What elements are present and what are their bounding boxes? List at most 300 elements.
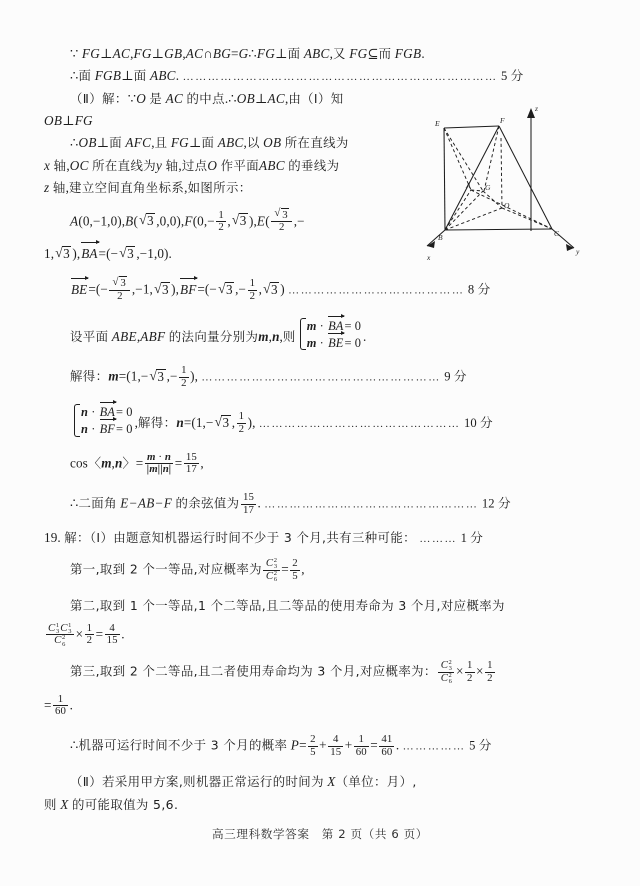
p18-coords-line1 — [44, 208, 596, 234]
cn-shi: 是 — [149, 91, 163, 107]
axis-z-label: z — [535, 104, 538, 113]
total-t1-top: 2 — [310, 732, 316, 745]
leader-dots-7: …………… — [402, 740, 466, 753]
p19-header — [44, 528, 596, 548]
frac-cos — [145, 452, 174, 476]
cn-ze-1: 则 — [282, 328, 296, 344]
case3-res-top: 1 — [57, 692, 64, 705]
seg-ABC-1: ABC — [303, 46, 330, 61]
sqrt-BF-1 — [218, 280, 234, 299]
frac-total-result — [379, 734, 394, 758]
cn-yi: 以 — [246, 135, 260, 151]
case2-res-bot: 15 — [106, 634, 118, 647]
sys-n1: n — [81, 404, 88, 419]
frac-BE-bot: 2 — [109, 290, 130, 303]
leader-dots-4: ………………………………………… — [258, 417, 461, 430]
cn-de-1: 的 — [186, 91, 200, 107]
perp-1: ⊥ — [100, 46, 113, 61]
normal-n-1: n — [272, 328, 280, 344]
cn-mian-3: 面 — [133, 68, 147, 84]
point-F-label: F — [184, 213, 193, 229]
seg-ABC-4: ABC — [259, 157, 285, 173]
cos-result-bot: 17 — [185, 463, 197, 476]
axis-z-text: z — [44, 179, 50, 195]
seg-AC-4: AC — [267, 91, 285, 107]
figure-label-F: F — [500, 116, 505, 125]
colon-5: ： — [77, 530, 90, 546]
angle-close: 〉 — [122, 455, 136, 471]
sys-vector-BA-text: BA — [328, 318, 344, 333]
part-1-marker: （Ⅰ） — [301, 91, 331, 107]
p18-coords-line2 — [44, 243, 596, 263]
seg-FG-5: FG — [74, 113, 93, 129]
cos-eq-2: = — [174, 455, 183, 471]
C62-sub: 6 — [273, 576, 278, 584]
frac-n — [237, 411, 247, 435]
frac-BF-top: 1 — [249, 277, 256, 290]
p19-part-1-marker: （Ⅰ） — [89, 530, 114, 546]
plane-ABF: ABF — [140, 328, 166, 344]
case2-comb-bot — [46, 634, 75, 647]
cn-rutu: 如图所示 — [187, 179, 239, 195]
system-m-row1 — [307, 317, 361, 334]
seg-FG-3: FG — [256, 46, 276, 61]
n-mid: , — [231, 414, 236, 430]
BE-mid: ,−1, — [131, 281, 153, 297]
sys-vector-BE — [328, 334, 343, 351]
seg-G: G — [238, 46, 249, 61]
sep-4: . — [224, 91, 229, 107]
seg-FG-6: FG — [170, 135, 190, 151]
C32-2-sub: 3 — [448, 665, 452, 673]
sys-n2: n — [81, 422, 88, 437]
p19-part-2-marker: （Ⅱ） — [70, 774, 103, 790]
figure-label-C: C — [554, 229, 560, 238]
sys-m2: m — [306, 336, 317, 351]
answer-body — [44, 44, 596, 818]
frac-BF-bot: 2 — [249, 289, 256, 302]
figure-label-A: A — [466, 181, 471, 190]
case3-comb-bot — [438, 672, 454, 685]
sep-6: , — [151, 135, 155, 151]
seg-OB-4: OB — [263, 135, 282, 151]
total-t1-bot: 5 — [310, 745, 316, 758]
sep-17: , — [175, 281, 180, 297]
frac-m-top: 1 — [181, 364, 187, 377]
frac-case2 — [46, 623, 75, 647]
vector-BE — [71, 279, 87, 299]
frac-total-1 — [308, 734, 318, 758]
system-m-row2 — [307, 334, 361, 351]
C62-3-sup: 2 — [448, 671, 452, 679]
end-2: . — [175, 68, 180, 84]
part2-body-3: 的可能取值为 5,6. — [71, 797, 179, 813]
therefore-2: ∴ — [70, 68, 79, 84]
frac-total-3 — [354, 734, 369, 758]
p18-line2 — [44, 66, 596, 86]
BA-end: . — [168, 246, 172, 262]
cn-jiede-1: 解得 — [70, 368, 96, 384]
random-variable-X-1: X — [327, 774, 336, 790]
p19-case2-formula — [44, 623, 596, 647]
sqrt-E-rad: 3 — [282, 208, 288, 221]
C32-sub: 3 — [273, 563, 278, 571]
cos-end: , — [200, 455, 204, 471]
point-F-open: (0,− — [192, 213, 215, 229]
cn-mian-4: 面 — [109, 135, 122, 151]
system-n-row2 — [81, 420, 133, 437]
sqrt-BE-2 — [154, 280, 170, 299]
seg-AC-2: AC — [185, 46, 204, 61]
therefore-4: ∴ — [70, 135, 79, 151]
sys-vector-BF-2 — [100, 420, 115, 437]
sep-19: , — [268, 328, 273, 344]
C62-sup: 2 — [273, 569, 278, 577]
n-open: (1,− — [191, 414, 214, 430]
seg-FG-2: FG — [133, 46, 152, 61]
conclusion-bot: 17 — [242, 503, 254, 516]
sys-dot-1: · — [319, 318, 324, 333]
eq-1: = — [231, 46, 239, 61]
case1-res-bot: 5 — [292, 569, 298, 582]
frac-case1-result — [290, 558, 300, 582]
sys-dot-4: · — [91, 422, 96, 437]
total-plus-1: + — [319, 737, 327, 753]
case3-eq: = — [44, 697, 52, 712]
cn-suozai-1: 所在直线为 — [284, 135, 349, 151]
score-marker-1: 1 分 — [460, 531, 483, 546]
p18-solve-m — [44, 365, 596, 389]
m-close: ) — [190, 368, 195, 384]
score-marker-5b: 5 分 — [469, 738, 492, 753]
sep-1: , — [130, 46, 134, 61]
p18-line4 — [44, 111, 596, 130]
sqrt-m-rad: 3 — [157, 368, 165, 384]
sep-16: , — [76, 246, 81, 262]
total-t2-bot: 15 — [330, 745, 342, 758]
p19-header-body: 由题意知机器运行时间不少于 3 个月,共有三种可能： — [113, 530, 416, 546]
seg-FGB-2: FGB — [94, 68, 122, 84]
case3-res-bot: 60 — [55, 705, 67, 718]
sqrt-BE-2-rad: 3 — [161, 281, 169, 297]
case2-res-top: 4 — [109, 621, 115, 634]
sqrt-coord2-rad: 3 — [63, 246, 70, 262]
BE-open: (− — [95, 281, 108, 297]
frac-F-bot: 2 — [218, 221, 224, 234]
page-footer: 高三理科数学答案 第 2 页（共 6 页） — [211, 827, 428, 841]
seg-AFC: AFC — [125, 135, 152, 151]
point-A-label: A — [70, 213, 79, 229]
seg-BG: BG — [212, 46, 232, 61]
frac-E-bot: 2 — [271, 221, 292, 234]
frac-case1 — [263, 558, 279, 582]
frac-cos-result — [184, 452, 199, 476]
vector-BF-text: BF — [180, 281, 197, 297]
point-E-label: E — [256, 213, 266, 229]
sep-3: , — [329, 46, 334, 61]
frac-m-bot: 2 — [181, 377, 187, 390]
m-open: (1,− — [126, 368, 149, 384]
combination-C31-b: $C^1_3$ — [60, 621, 72, 635]
BE-close: ) — [171, 281, 176, 297]
axis-x-label: x — [427, 253, 431, 262]
score-marker-10: 10 分 — [463, 415, 493, 430]
case2-half-bot: 2 — [86, 634, 93, 647]
frac-n-top: 1 — [238, 410, 245, 423]
sqrt-BF-1-rad: 3 — [225, 281, 233, 297]
case3-label: 第三,取到 2 个二等品,且二者使用寿命均为 3 个月,对应概率为： — [70, 663, 437, 679]
sep-5: , — [284, 91, 289, 107]
total-eq-2: = — [370, 737, 378, 753]
cn-er: 而 — [378, 46, 392, 61]
sqrt-B-rad: 3 — [147, 213, 154, 229]
vector-BA-text: BA — [81, 246, 98, 262]
coord2-val1: 1 — [44, 246, 51, 262]
therefore-5: ∴ — [70, 495, 79, 511]
axis-y-label: y — [576, 247, 580, 256]
total-end: . — [395, 737, 400, 753]
perp-8: ⊥ — [189, 135, 202, 151]
cos-n: n — [114, 455, 123, 471]
BF-mid: ,− — [235, 281, 247, 297]
end-1: . — [421, 46, 425, 61]
therefore-3: ∴ — [228, 91, 237, 107]
p19-case2-label — [44, 596, 596, 615]
sqrt-BA-rad: 3 — [127, 246, 134, 262]
p19-case1 — [44, 558, 596, 582]
sqrt-BF-2-rad: 3 — [271, 281, 278, 297]
case2-half-top: 1 — [86, 621, 93, 634]
case2-comb-top — [46, 623, 75, 635]
cn-de-cos: 的余弦值为 — [175, 495, 240, 511]
case2-label: 第二,取到 1 个一等品,1 个二等品,且二等品的使用寿命为 3 个月,对应概率为 — [70, 597, 505, 613]
cn-zhou-1: 轴 — [53, 157, 67, 173]
frac-E-top — [271, 208, 292, 222]
p18-vector-line — [44, 276, 596, 302]
normal-m-2: m — [108, 368, 119, 384]
BF-close: ) — [280, 281, 285, 297]
p18-line1 — [44, 44, 596, 63]
point-E-open: ( — [265, 213, 270, 229]
sep-11: , — [184, 179, 188, 195]
leader-dots-2: …………………………………… — [288, 284, 465, 297]
eq-BA: = — [98, 246, 107, 262]
sep-12: , — [121, 213, 126, 229]
frac-n-bot: 2 — [238, 422, 245, 435]
eq-m: = — [118, 368, 127, 384]
sep-14: , — [253, 213, 257, 229]
combination-C32: $C^2_3$ — [265, 557, 278, 571]
normal-m-1: m — [258, 328, 269, 344]
sep-22: , — [111, 455, 115, 471]
figure-label-B: B — [438, 233, 443, 242]
sys-eq-4: = 0 — [115, 422, 133, 437]
leader-dots-3: ………………………………………………… — [201, 371, 441, 384]
combination-C62-2: $C^2_6$ — [54, 634, 66, 648]
p18-line7 — [44, 178, 596, 197]
frac-F-top: 1 — [218, 208, 224, 221]
total-res-bot: 60 — [381, 745, 393, 758]
C62-2-sub: 6 — [62, 640, 66, 648]
case1-comb-top — [263, 558, 279, 570]
combination-C32-2: $C^2_3$ — [440, 659, 452, 673]
cn-suozai-2: 所在直线为 — [92, 157, 157, 173]
sys-vector-BE-text: BE — [328, 336, 344, 351]
total-res-top: 41 — [381, 732, 393, 745]
frac-m — [179, 365, 189, 389]
eq-BE: = — [88, 281, 96, 297]
perp-5: ⊥ — [254, 91, 268, 107]
point-B-open: ( — [133, 213, 139, 229]
conclusion-top: 15 — [242, 490, 254, 503]
sqrt-n-rad: 3 — [222, 414, 230, 430]
cn-zhou-3: 轴 — [52, 179, 66, 195]
p19-part2-line2 — [44, 795, 596, 814]
sqrt-BE-rad: 3 — [120, 277, 126, 290]
sep-21: , — [134, 414, 138, 430]
conclusion-end: . — [257, 495, 261, 511]
cn-you-2: 由 — [288, 91, 302, 107]
part-2-marker: （Ⅱ） — [70, 91, 103, 107]
case3-comb-top — [438, 660, 454, 672]
cn-zhi: 知 — [330, 91, 344, 107]
frac-F-half — [216, 210, 226, 234]
score-marker-8: 8 分 — [467, 282, 491, 297]
sqrt-F — [232, 211, 248, 230]
point-A-value: (0,−1,0) — [78, 213, 122, 229]
frac-BE-top — [109, 276, 130, 290]
sep-2: , — [182, 46, 186, 61]
frac-case3-result — [53, 694, 68, 718]
C62-3-sub: 6 — [448, 678, 452, 686]
axis-y-text: y — [156, 157, 163, 173]
case1-eq: = — [281, 561, 289, 577]
C31a-sub: 3 — [55, 627, 60, 635]
sep-20: , — [279, 328, 283, 344]
p18-line5 — [44, 133, 596, 152]
frac-total-2 — [328, 734, 343, 758]
case3-times-2: × — [476, 663, 484, 679]
part2-body-1: 若采用甲方案,则机器正常运行的时间为 — [102, 774, 324, 790]
problem-19-number: 19. — [44, 530, 61, 546]
total-eq-1: = — [299, 737, 307, 753]
total-label: 机器可运行时间不少于 3 个月的概率 — [78, 737, 288, 753]
point-B-label: B — [125, 213, 134, 229]
case2-end: . — [121, 626, 125, 642]
frac-case3-h1 — [465, 660, 475, 684]
dihedral-label: E−AB−F — [120, 495, 173, 511]
cn-zuo: 作平面 — [220, 157, 260, 173]
system-n-row1 — [81, 403, 133, 420]
frac-BE — [109, 276, 130, 302]
normal-n-2: n — [176, 414, 184, 430]
case2-eq: = — [95, 626, 104, 642]
p19-part2-line1 — [44, 772, 596, 791]
random-variable-X-2: X — [60, 797, 69, 813]
combination-C62: $C^2_6$ — [265, 569, 278, 584]
case3-f2-bot: 2 — [487, 671, 493, 684]
p18-line6 — [44, 156, 596, 175]
part2-body-2: 则 — [44, 797, 57, 813]
cn-jiede-2: 解得 — [137, 414, 164, 430]
case3-f1-top: 1 — [467, 659, 473, 672]
colon-4: ： — [163, 414, 177, 430]
case3-f2-top: 1 — [487, 659, 493, 672]
perp-4: ⊥ — [121, 68, 134, 84]
total-t3-top: 1 — [358, 732, 365, 745]
colon-1: ： — [114, 91, 128, 107]
C31b-sup: 1 — [68, 621, 72, 629]
case1-res-top: 2 — [292, 557, 298, 570]
cn-guodian: 过点 — [181, 157, 208, 173]
seg-OB-3: OB — [78, 135, 97, 151]
because-symbol: ∵ — [70, 46, 79, 61]
sys-eq-2: = 0 — [344, 336, 362, 351]
score-marker-9: 9 分 — [444, 369, 467, 384]
cn-jie-2: 解 — [64, 530, 77, 546]
vector-BF — [180, 279, 196, 299]
eq-BF: = — [197, 281, 205, 297]
cn-fa-xiangliang: 的法向量分别为 — [168, 328, 259, 344]
seg-FGB-1: FGB — [394, 46, 422, 61]
frac-conclusion — [241, 492, 256, 516]
sqrt-coord2 — [55, 244, 71, 263]
eq-n: = — [183, 414, 192, 430]
cn-zhou-2: 轴 — [165, 157, 179, 173]
subset-symbol: ⊆ — [367, 46, 379, 61]
sqrt-BE — [112, 276, 127, 290]
C32-sup: 2 — [273, 557, 278, 565]
n-end: , — [252, 414, 256, 430]
sqrt-BF-2 — [263, 280, 279, 299]
cn-de-chuixian: 的垂线为 — [288, 157, 340, 173]
p18-normal-line — [44, 317, 596, 352]
perp-6: ⊥ — [62, 113, 75, 129]
sys-dot-3: · — [91, 404, 96, 419]
cos-result-top: 15 — [185, 450, 197, 463]
sep-15: , — [50, 246, 55, 262]
plane-ABE: ABE — [111, 328, 137, 344]
sep-7: , — [243, 135, 247, 151]
frac-case3 — [438, 660, 454, 684]
cos-label: cos — [70, 455, 88, 471]
frac-E — [271, 208, 292, 234]
sys-eq-1: = 0 — [344, 318, 362, 333]
score-marker-12: 12 分 — [481, 496, 511, 511]
sqrt-F-rad: 3 — [239, 213, 247, 229]
m-mid: ,− — [166, 368, 178, 384]
sep-9: , — [178, 157, 182, 173]
sep-18: , — [136, 328, 141, 344]
C32-2-sup: 2 — [448, 659, 452, 667]
sys-eq-3: = 0 — [115, 404, 133, 419]
sys-vector-BF-2-text: BF — [99, 422, 115, 437]
seg-AC-3: AC — [165, 91, 184, 107]
n-close: ) — [247, 414, 253, 430]
case3-f1-bot: 2 — [467, 671, 473, 684]
sys-dot-2: · — [319, 336, 324, 351]
leader-dots-6: ……… — [419, 533, 458, 546]
C31b-sub: 3 — [68, 627, 72, 635]
seg-FG-1: FG — [81, 46, 101, 61]
cn-you: 又 — [333, 46, 346, 61]
p19-total — [44, 734, 596, 758]
cos-eq-1: = — [135, 455, 144, 471]
perp-3: ⊥ — [275, 46, 288, 61]
sqrt-m — [149, 367, 165, 386]
cos-m: m — [101, 455, 112, 471]
case3-times-1: × — [455, 663, 464, 679]
